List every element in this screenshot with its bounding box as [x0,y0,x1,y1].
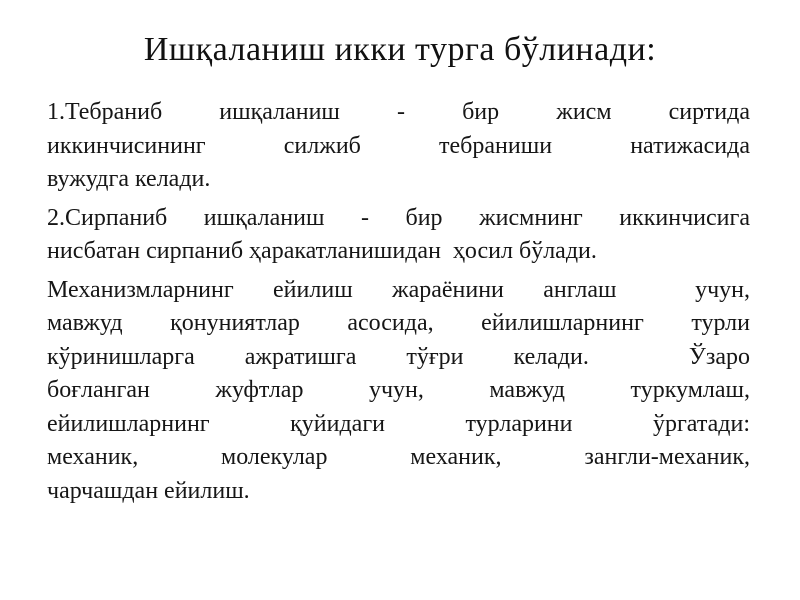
paragraph-line: ейилишларнинг қуйидаги турларини ўргатади: [47,410,750,437]
paragraph-wear-classification [47,274,750,509]
paragraph-line: кўринишларга ажратишга тўғри келади. Ўзаро [47,343,750,370]
paragraph-line: иккинчисининг силжиб тебраниши натижасида [47,132,750,159]
slide-title: Ишқаланиш икки турга бўлинади: [143,31,657,68]
paragraph-line: боғланган жуфтлар учун, мавжуд туркумлаш, [47,377,750,403]
paragraph-vibration-friction [47,96,750,197]
paragraph-line: чарчашдан ейилиш. [47,477,250,504]
paragraph-line: механик, молекулар механик, зангли-механик, [47,444,750,470]
paragraph-sliding-friction [47,202,750,269]
paragraph-line: мавжуд қонуниятлар асосида, ейилишларнинг турли [47,310,750,336]
paragraph-line: нисбатан сирпаниб ҳаракатланишидан ҳосил бўлади. [47,238,597,264]
paragraph-line: вужудга келади. [47,166,211,192]
slide-body [0,96,800,508]
paragraph-line: 2.Сирпаниб ишқаланиш - бир жисмнинг иккинчисига [47,204,750,231]
paragraph-line: Механизмларнинг ейилиш жараёнини англаш учун, [47,276,750,303]
paragraph-line: 1.Тебраниб ишқаланиш - бир жисм сиртида [47,99,750,125]
